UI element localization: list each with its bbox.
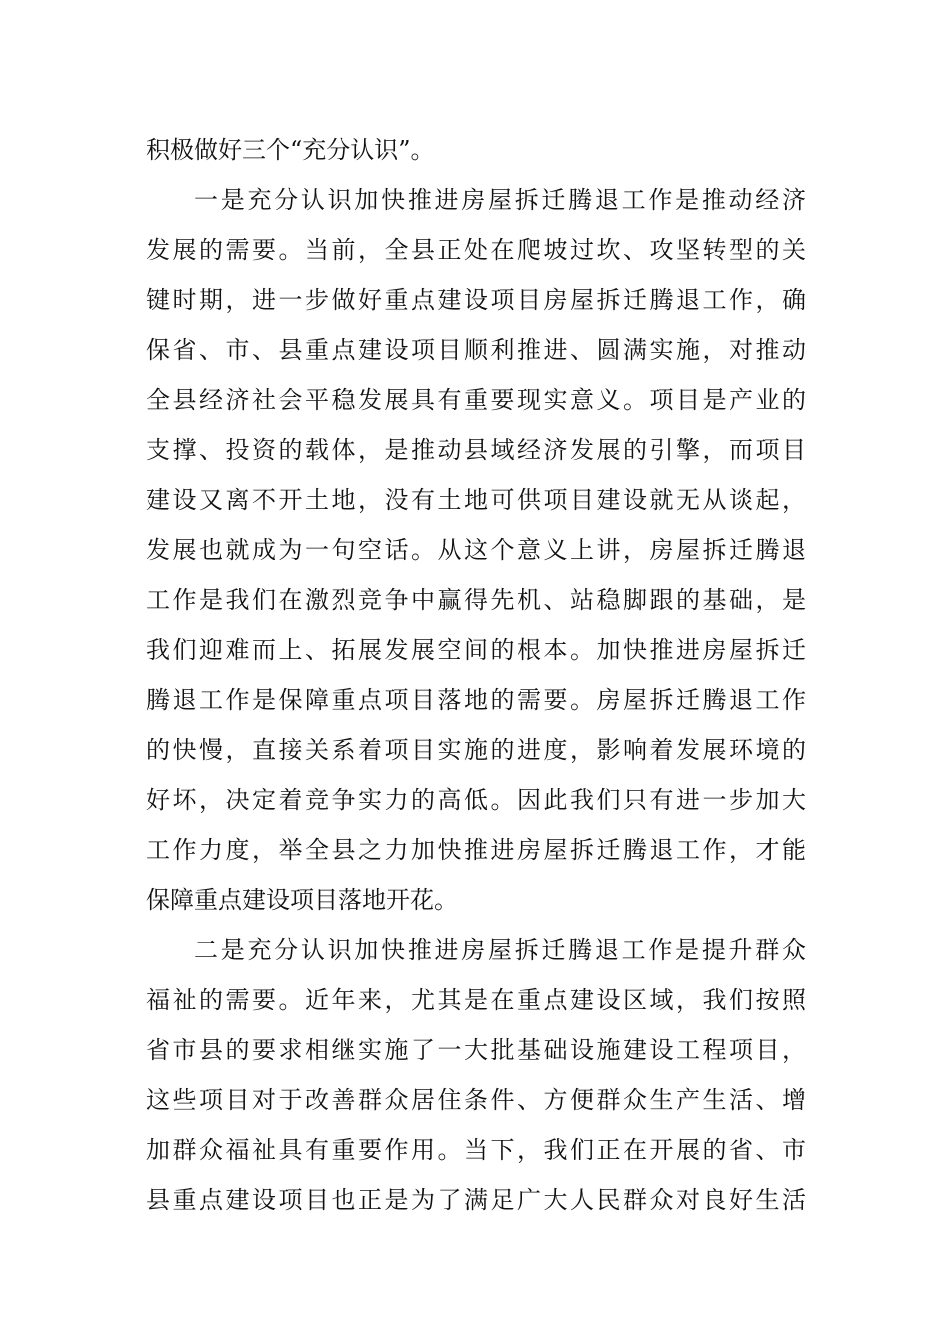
text-line: 的快慢，直接关系着项目实施的进度，影响着发展环境的 bbox=[146, 736, 806, 764]
text-line: 保省、市、县重点建设项目顺利推进、圆满实施，对推动 bbox=[146, 336, 806, 364]
text-line: 这些项目对于改善群众居住条件、方便群众生产生活、增 bbox=[146, 1086, 806, 1114]
paragraph-two-start: 二是充分认识加快推进房屋拆迁腾退工作是提升群众 bbox=[194, 936, 806, 964]
text-line: 福祉的需要。近年来，尤其是在重点建设区域，我们按照 bbox=[146, 986, 806, 1014]
text-line: 建设又离不开土地，没有土地可供项目建设就无从谈起， bbox=[146, 486, 806, 514]
text-line: 发展也就成为一句空话。从这个意义上讲，房屋拆迁腾退 bbox=[146, 536, 806, 564]
text-line: 工作是我们在激烈竞争中赢得先机、站稳脚跟的基础，是 bbox=[146, 586, 806, 614]
text-line: 全县经济社会平稳发展具有重要现实意义。项目是产业的 bbox=[146, 386, 806, 414]
body-text bbox=[146, 125, 806, 1225]
text-line: 省市县的要求相继实施了一大批基础设施建设工程项目， bbox=[146, 1036, 806, 1064]
text-line: 发展的需要。当前，全县正处在爬坡过坎、攻坚转型的关 bbox=[146, 236, 806, 264]
text-line: 积极做好三个“充分认识”。 bbox=[146, 136, 435, 164]
paragraph-one-end: 保障重点建设项目落地开花。 bbox=[146, 886, 458, 914]
text-line: 加群众福祉具有重要作用。当下，我们正在开展的省、市 bbox=[146, 1136, 806, 1164]
paragraph-one-start: 一是充分认识加快推进房屋拆迁腾退工作是推动经济 bbox=[194, 186, 806, 214]
text-line: 工作力度，举全县之力加快推进房屋拆迁腾退工作，才能 bbox=[146, 836, 806, 864]
text-line: 腾退工作是保障重点项目落地的需要。房屋拆迁腾退工作 bbox=[146, 686, 806, 714]
text-line: 键时期，进一步做好重点建设项目房屋拆迁腾退工作，确 bbox=[146, 286, 806, 314]
text-line: 我们迎难而上、拓展发展空间的根本。加快推进房屋拆迁 bbox=[146, 636, 806, 664]
text-line: 好坏，决定着竞争实力的高低。因此我们只有进一步加大 bbox=[146, 786, 806, 814]
text-line: 县重点建设项目也正是为了满足广大人民群众对良好生活 bbox=[146, 1186, 806, 1214]
text-line: 支撑、投资的载体，是推动县域经济发展的引擎，而项目 bbox=[146, 436, 806, 464]
